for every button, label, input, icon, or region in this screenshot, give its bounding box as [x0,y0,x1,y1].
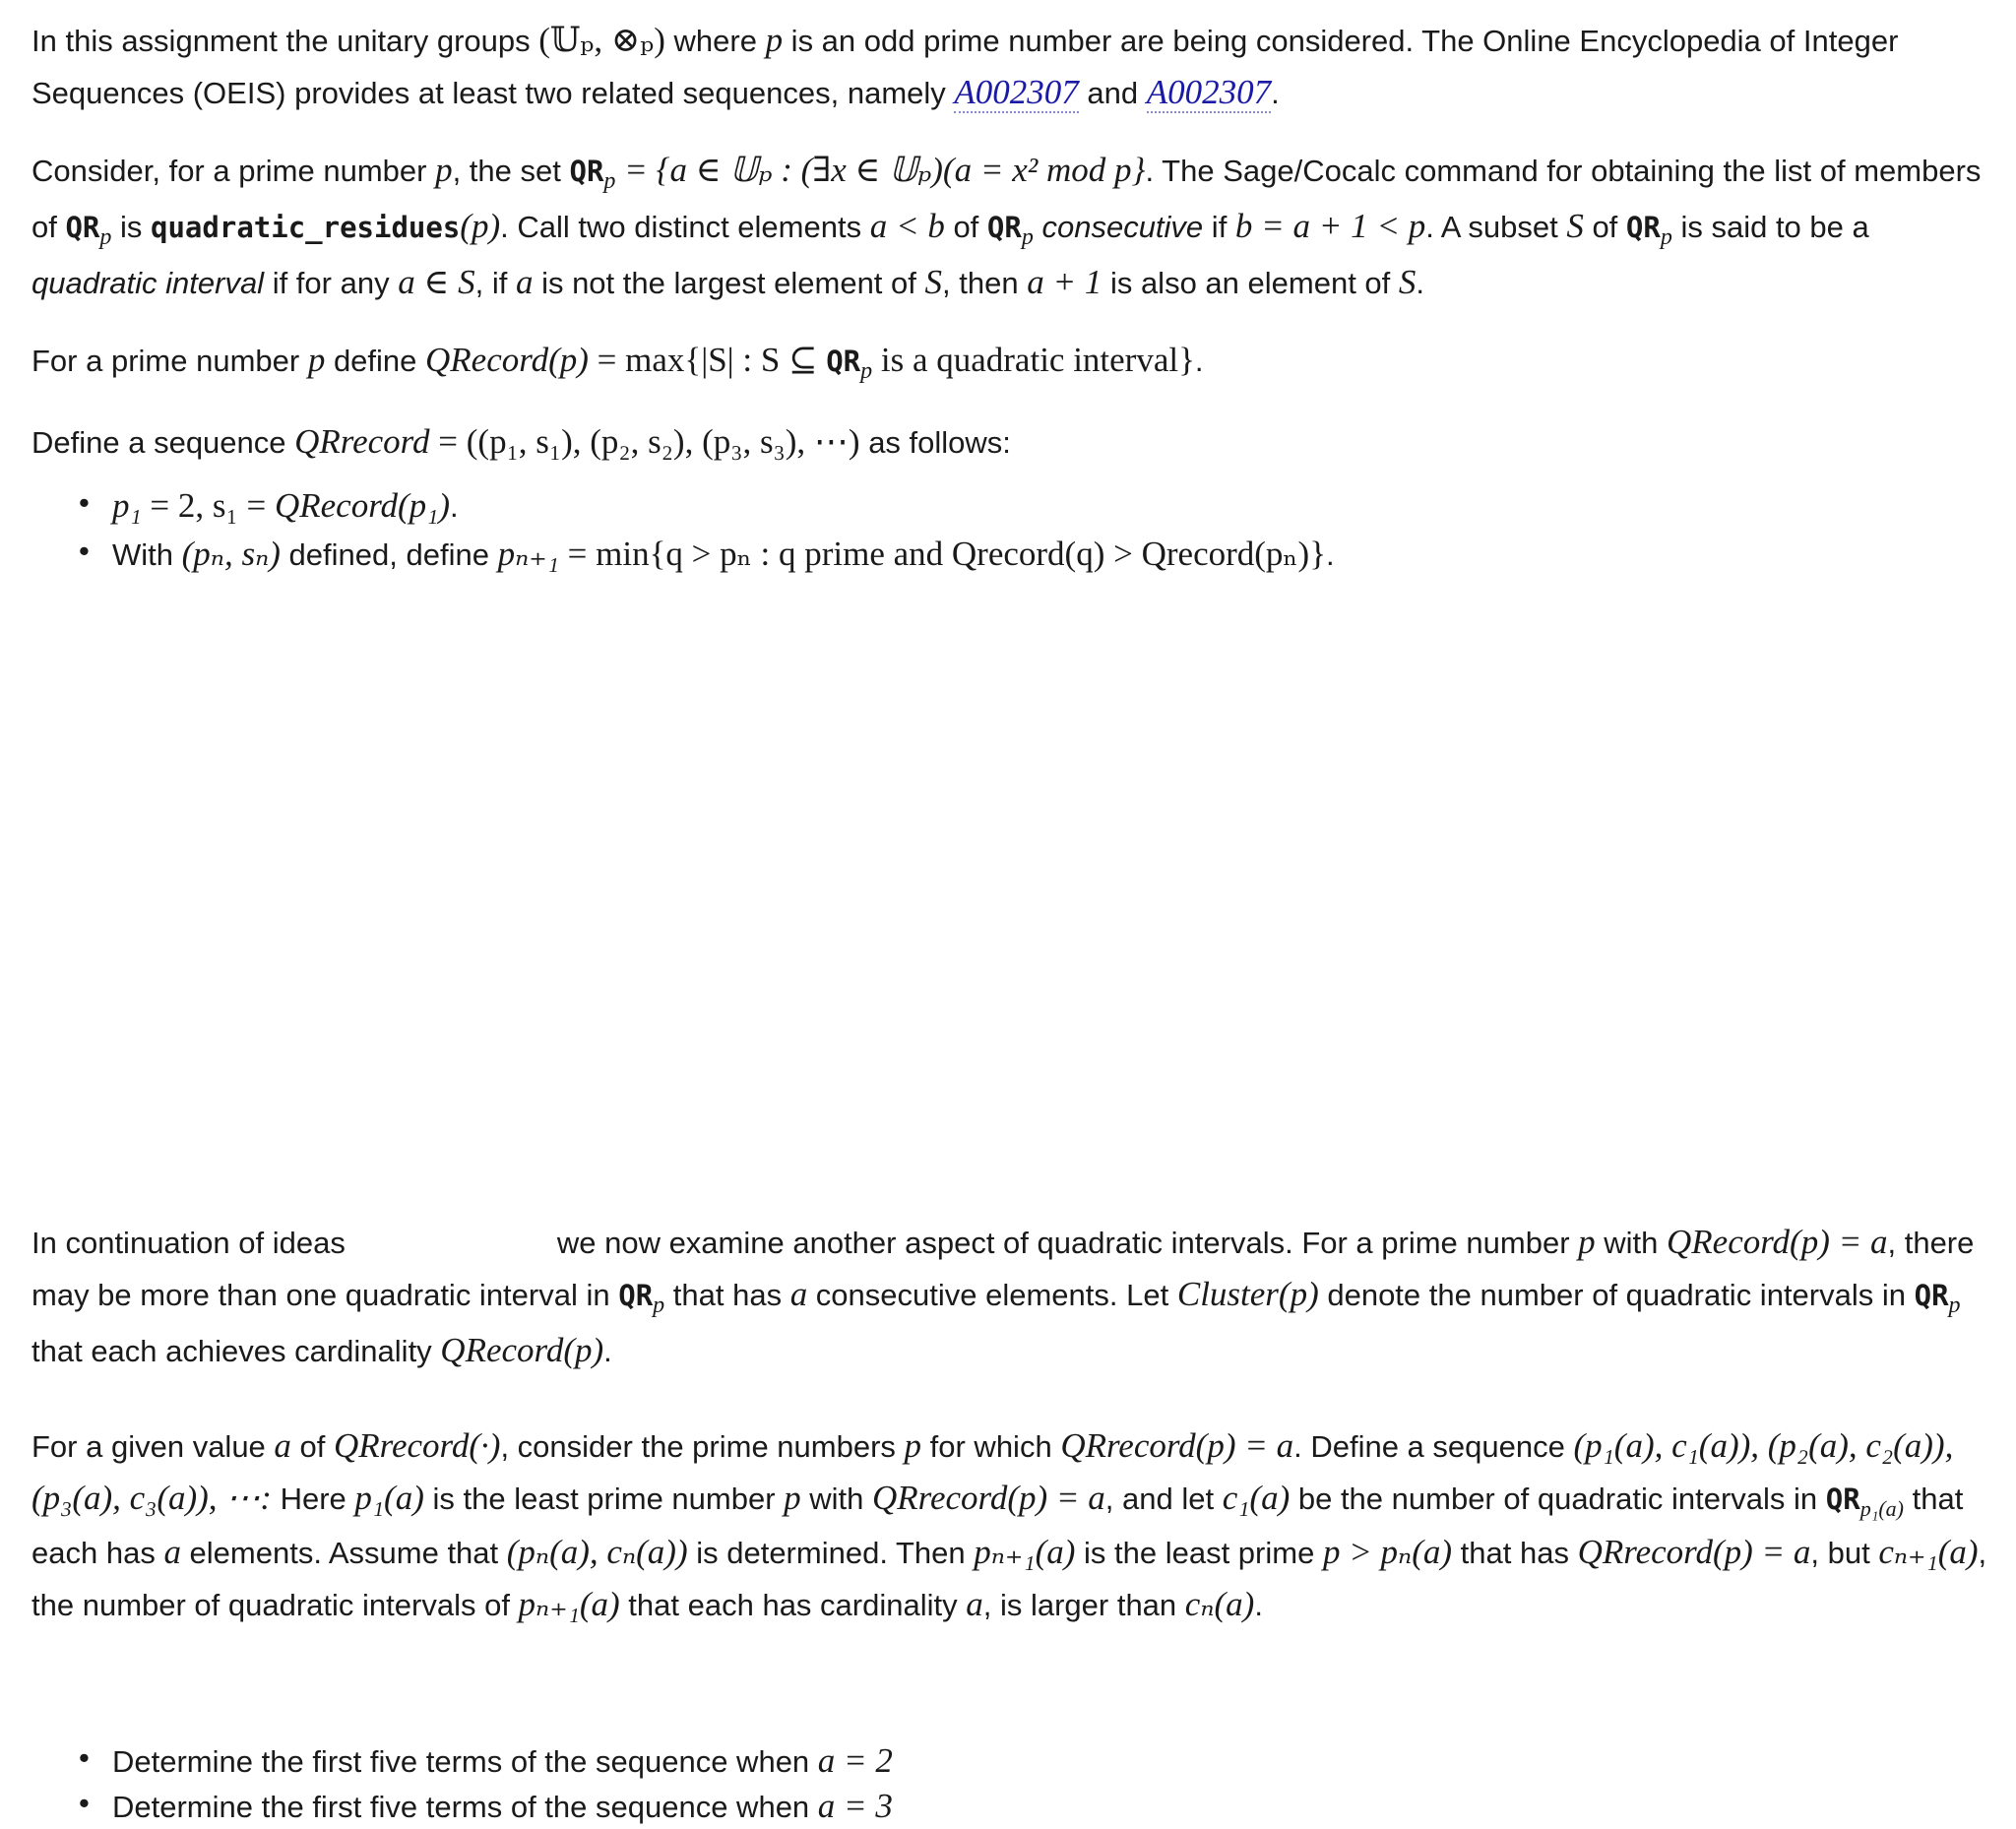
sequence-rules-list [32,481,1990,578]
text: consecutive elements. Let [807,1277,1177,1312]
math: p > pₙ(a) [1322,1532,1453,1571]
oeis-link-a002307-first[interactable]: A002307 [954,73,1079,112]
math: p [784,1478,801,1517]
text: With [112,536,182,572]
text: is said to be a [1671,210,1869,245]
cluster-paragraph [32,1216,1990,1376]
math: p₁(a) [354,1478,424,1517]
math: (𝕌ₚ, ⊗ₚ) [538,21,665,59]
math: Cluster(p) [1176,1274,1319,1313]
text: that has [1452,1535,1578,1570]
text: , but [1810,1535,1879,1570]
math: p [1578,1222,1596,1261]
math: (pₙ(a), cₙ(a)) [506,1532,688,1571]
text: . [1271,76,1280,111]
math: = max{|S| : S ⊆ [588,340,827,379]
text: that each has cardinality [619,1587,967,1622]
math: a = 2 [817,1740,893,1780]
subscript: p₁(a) [1859,1496,1904,1522]
text: . [450,488,459,524]
text: Determine the first five terms of the sequence when [112,1743,818,1779]
text: , and let [1104,1481,1223,1516]
text: . [1416,265,1425,300]
text: as follows: [859,424,1011,460]
math: a [966,1584,983,1623]
text: denote the number of quadratic intervals in [1318,1277,1915,1312]
qrrecord-sequence-paragraph [32,415,1990,468]
blank-space [32,1630,1990,1738]
math: (p) [460,207,501,246]
text: In this assignment the unitary groups [32,24,539,58]
text: is the least prime number [423,1481,785,1516]
math: p [765,21,784,59]
math: S [924,262,943,301]
definition-qr-paragraph [32,144,1990,308]
text: Here [271,1481,355,1516]
text: elements. Assume that [180,1535,507,1570]
math: (p₁(a), c₁(a)), (p₂(a), c₂(a)), (p₃(a), c₃(a)), ⋯: [32,1425,1954,1517]
text: , if [474,265,516,300]
text: for which [921,1428,1061,1464]
math: S [1398,262,1417,301]
text: is determined. Then [687,1535,975,1570]
text: is not the largest element of [533,265,925,300]
math: p [904,1425,922,1465]
math: QRrecord(p) = a [1060,1425,1294,1465]
text: , there may be more than one quadratic interval in [32,1225,1975,1312]
math: QRrecord(p) = a [1577,1532,1811,1571]
subscript: p [1660,224,1672,251]
text: of [944,210,987,245]
text: is [111,210,152,245]
list-item [112,1738,1990,1784]
math: a [515,262,534,301]
assignment-text [32,14,1990,1829]
text: . [1194,343,1204,378]
qrecord-definition-paragraph [32,334,1990,390]
text: , then [942,265,1028,300]
subscript: p [860,358,873,385]
text: , is larger than [982,1587,1185,1622]
text: that each has [32,1481,1964,1570]
text: . Call two distinct elements [500,210,870,245]
text: that each achieves cardinality [32,1333,441,1368]
text: For a prime number [32,343,308,378]
sequence-definition-paragraph [32,1419,1990,1630]
text: . [1254,1587,1263,1622]
math: b = a + 1 < p [1234,207,1426,246]
math: a ∈ S [398,262,475,301]
math: a [163,1532,181,1571]
math: QRrecord(p) = a [872,1478,1105,1517]
math: a < b [869,207,945,246]
text: Determine the first five terms of the sequence when [112,1790,818,1825]
text: , the set [452,154,570,189]
text: defined, define [280,536,498,572]
text: with [1595,1225,1667,1260]
text: be the number of quadratic intervals in [1290,1481,1826,1516]
text: is also an element of [1102,265,1399,300]
term-quadratic-interval: quadratic interval [32,265,265,300]
code-qr: QR [986,211,1022,245]
math: p [307,340,326,379]
code-qr: QR [826,344,861,378]
text: . The Sage/Cocalc command for obtaining the list of members of [32,154,1982,245]
math: cₙ₊₁(a) [1878,1532,1979,1571]
text: . A subset [1425,210,1567,245]
text: where [664,24,766,58]
text: if [1203,210,1235,245]
text: is an odd prime number are being considered. The Online Encyclopedia of Integer Sequences (OEIS) provides at least two related sequences, namely [32,24,1899,111]
text: define [325,343,426,378]
text: if for any [264,265,399,300]
text: that has [664,1277,790,1312]
math: pₙ₊₁ [497,534,559,573]
math: QRecord(p) = a [1667,1222,1888,1261]
math: a = 3 [817,1787,893,1826]
blank-space [32,578,1990,1216]
math: = 2, s₁ = [141,485,275,525]
text: of [1583,210,1626,245]
list-item [112,481,1990,530]
math: is a quadratic interval} [872,340,1195,379]
list-item [112,530,1990,578]
math: QRecord(p) [440,1330,604,1369]
text: is the least prime [1075,1535,1323,1570]
term-consecutive: consecutive [1041,210,1204,245]
text: . [1326,536,1335,572]
math: = ((p₁, s₁), (p₂, s₂), (p₃, s₃), ⋯) [429,421,860,461]
subscript: p [653,1293,665,1319]
math: p₁ [112,485,142,525]
tasks-list [32,1738,1990,1829]
math: cₙ(a) [1184,1584,1255,1623]
text: , the number of quadratic intervals of [32,1535,1987,1622]
code-qr: QR [569,155,604,189]
math: QRecord(p₁) [274,485,451,525]
subscript: p [1021,224,1034,251]
text: For a given value [32,1428,275,1464]
code-qr: QR [65,211,100,245]
intro-paragraph [32,14,1990,118]
text: . Define a sequence [1293,1428,1574,1464]
code-qr: QR [1914,1278,1949,1312]
math: pₙ₊₁(a) [518,1584,620,1623]
subscript: p [99,224,112,251]
text: . [603,1333,612,1368]
math: = min{q > pₙ : q prime and Qrecord(q) > Qrecord(pₙ)} [558,534,1327,573]
code-qr: QR [1825,1482,1860,1516]
code-qr: QR [1625,211,1661,245]
subscript: p [1948,1293,1961,1319]
math: pₙ₊₁(a) [974,1532,1076,1571]
math: (pₙ, sₙ) [181,534,281,573]
math: c₁(a) [1222,1478,1291,1517]
math: a [789,1274,808,1313]
math: a + 1 [1027,262,1102,301]
math: a [274,1425,291,1465]
math: = {a ∈ 𝕌ₚ : (∃x ∈ 𝕌ₚ)(a = x² mod p} [615,151,1146,190]
text: In continuation of ideas [32,1225,346,1260]
math: QRecord(p) [425,340,589,379]
math: QRrecord(·) [334,1425,501,1465]
text: , consider the prime numbers [500,1428,905,1464]
text: we now examine another aspect of quadratic intervals. For a prime number [556,1225,1579,1260]
math: p [435,151,453,190]
math: S [1566,207,1584,246]
oeis-link-a002307-second[interactable]: A002307 [1146,73,1272,112]
subscript: p [603,168,616,195]
text: and [1078,76,1147,111]
text: with [800,1481,872,1516]
text: of [290,1428,335,1464]
math: QRrecord [294,421,430,461]
text: Define a sequence [32,424,295,460]
code-quadratic-residues: quadratic_residues [151,211,461,245]
code-qr: QR [618,1278,654,1312]
text: Consider, for a prime number [32,154,436,189]
list-item [112,1784,1990,1829]
